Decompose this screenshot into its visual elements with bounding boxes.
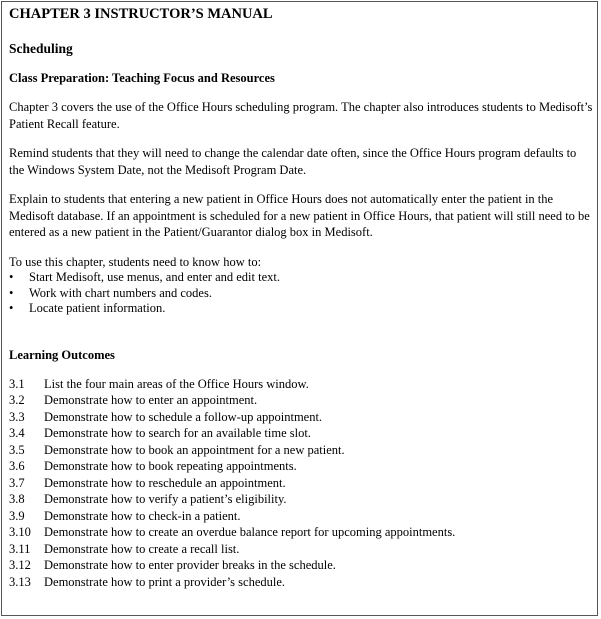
outcome-row <box>9 409 594 426</box>
outcome-text: Demonstrate how to print a provider’s schedule. <box>44 574 286 589</box>
outcome-text: Demonstrate how to book an appointment for a new patient. <box>44 442 345 457</box>
outcome-row <box>9 557 594 574</box>
outcome-number: 3.7 <box>9 475 25 490</box>
document-page <box>1 1 598 616</box>
outcome-row <box>9 574 594 591</box>
outcome-number: 3.1 <box>9 376 25 391</box>
outcome-row <box>9 475 594 492</box>
outcome-text: List the four main areas of the Office Hours window. <box>44 376 309 391</box>
outcome-row <box>9 491 594 508</box>
prereq-intro: To use this chapter, students need to know how to: <box>9 254 262 269</box>
outcome-text: Demonstrate how to schedule a follow-up appointment. <box>44 409 323 424</box>
outcome-text: Demonstrate how to reschedule an appointment. <box>44 475 286 490</box>
prereq-list <box>9 270 594 317</box>
paragraph: Chapter 3 covers the use of the Office Hours scheduling program. The chapter also introduces students to Medisoft’s Patient Recall feature. <box>9 100 593 131</box>
paragraph: Remind students that they will need to change the calendar date often, since the Office Hours program defaults to the Windows System Date, not the Medisoft Program Date. <box>9 146 577 177</box>
outcome-number: 3.10 <box>9 525 31 539</box>
outcome-text: Demonstrate how to check-in a patient. <box>44 508 241 523</box>
section-title: Scheduling <box>9 41 73 56</box>
outcome-text: Demonstrate how to search for an available time slot. <box>44 426 311 440</box>
outcome-row <box>9 458 594 475</box>
outcome-number: 3.8 <box>9 492 25 506</box>
outcome-row <box>9 541 594 558</box>
list-item <box>9 301 594 317</box>
outcome-number: 3.5 <box>9 442 25 457</box>
outcome-number: 3.4 <box>9 426 25 440</box>
outcome-text: Demonstrate how to verify a patient’s eligibility. <box>44 492 287 506</box>
learning-outcomes-title: Learning Outcomes <box>9 347 115 362</box>
outcome-number: 3.9 <box>9 508 25 523</box>
outcome-number: 3.12 <box>9 558 31 572</box>
bullet-icon: • <box>9 301 14 315</box>
outcome-number: 3.6 <box>9 459 25 473</box>
outcome-row <box>9 508 594 525</box>
outcome-number: 3.2 <box>9 393 25 407</box>
list-item <box>9 270 594 286</box>
outcome-row <box>9 425 594 442</box>
outcome-text: Demonstrate how to book repeating appointments. <box>44 459 297 473</box>
outcome-row <box>9 392 594 409</box>
outcome-text: Demonstrate how to create a recall list. <box>44 541 240 556</box>
chapter-title: CHAPTER 3 INSTRUCTOR’S MANUAL <box>9 6 273 22</box>
bullet-icon: • <box>9 270 14 284</box>
document-content <box>9 6 594 590</box>
learning-outcomes-list <box>9 376 594 591</box>
subsection-title: Class Preparation: Teaching Focus and Resources <box>9 71 275 85</box>
outcome-row <box>9 442 594 459</box>
outcome-row <box>9 524 594 541</box>
outcome-text: Demonstrate how to enter an appointment. <box>44 393 258 407</box>
outcome-text: Demonstrate how to enter provider breaks in the schedule. <box>44 558 336 572</box>
list-item-text: Locate patient information. <box>29 301 166 315</box>
list-item-text: Start Medisoft, use menus, and enter and edit text. <box>29 270 280 284</box>
outcome-row <box>9 376 594 393</box>
outcome-text: Demonstrate how to create an overdue balance report for upcoming appointments. <box>44 525 456 539</box>
paragraph: Explain to students that entering a new patient in Office Hours does not automatically enter the patient in the Medisoft database. If an appointment is scheduled for a new patient in Office Hours, that patient will still need to be entered as a new patient in the Patient/Guarantor dialog box in Medisoft. <box>9 192 590 239</box>
list-item-text: Work with chart numbers and codes. <box>29 285 212 300</box>
list-item <box>9 286 594 302</box>
outcome-number: 3.3 <box>9 409 25 424</box>
outcome-number: 3.13 <box>9 574 31 589</box>
bullet-icon: • <box>9 285 14 300</box>
outcome-number: 3.11 <box>9 541 31 556</box>
